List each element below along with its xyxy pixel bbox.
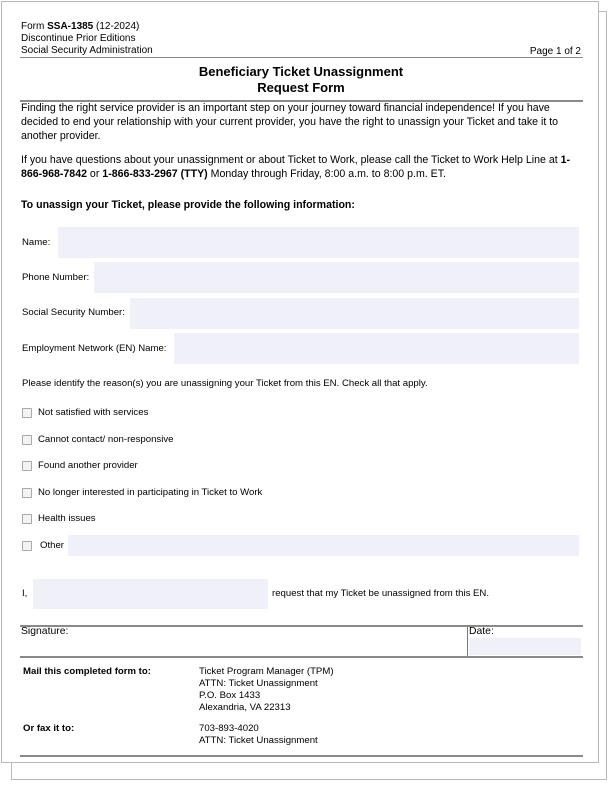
ssn-field[interactable] [130,298,579,329]
reason-found-provider[interactable]: Found another provider [22,460,138,471]
address-line: Ticket Program Manager (TPM) [199,666,334,677]
tty-phone: 1-866-833-2967 (TTY) [102,168,208,180]
checkbox-icon[interactable] [22,541,32,551]
address-line: P.O. Box 1433 [199,690,261,701]
signature-top-rule [20,625,583,627]
signature-field[interactable] [21,639,466,655]
date-field[interactable] [469,638,581,655]
checkbox-icon[interactable] [22,461,32,471]
fax-label: Or fax it to: [23,723,75,734]
header-divider [20,57,583,58]
request-suffix: request that my Ticket be unassigned from this EN. [272,588,490,599]
checkbox-icon[interactable] [22,408,32,418]
reason-other[interactable]: Other [22,540,64,551]
mail-to-label: Mail this completed form to: [23,666,151,677]
form-number-line: Form SSA-1385 (12-2024) [21,21,140,32]
page-subtitle: Request Form [257,80,345,95]
en-name-field[interactable] [174,333,579,364]
checkbox-icon[interactable] [22,488,32,498]
checkbox-icon[interactable] [22,435,32,445]
reason-not-satisfied[interactable]: Not satisfied with services [22,407,148,418]
footer-rule [20,755,583,757]
reasons-prompt: Please identify the reason(s) you are unassigning your Ticket from this EN. Check all that apply. [22,378,428,389]
page-indicator: Page 1 of 2 [529,46,581,57]
signature-date-divider [467,626,468,656]
fax-info [199,723,318,747]
fax-attn: ATTN: Ticket Unassignment [199,735,318,746]
request-prefix: I, [22,588,28,599]
en-name-label: Employment Network (EN) Name: [22,343,167,354]
reason-health-issues[interactable]: Health issues [22,513,96,524]
address-line: ATTN: Ticket Unassignment [199,678,318,689]
date-label: Date: [469,626,494,637]
help-line-phone: 1-866-968-7842 [21,154,571,180]
signature-label: Signature: [21,626,69,637]
ssn-label: Social Security Number: [22,307,125,318]
checkbox-icon[interactable] [22,514,32,524]
signature-bottom-rule [20,656,583,658]
other-reason-field[interactable] [68,535,579,556]
instructions-heading: To unassign your Ticket, please provide the following information: [21,199,355,211]
page-title: Beneficiary Ticket Unassignment [198,64,404,79]
address-line: Alexandria, VA 22313 [199,702,291,713]
phone-field[interactable] [94,262,579,293]
agency-name: Social Security Administration [21,45,153,56]
intro-paragraph: Finding the right service provider is an important step on your journey toward financial independence! If you have decided to end your relationship with your current provider, you have the right to unassign your Ticket and take it to another provider. [21,102,559,142]
form-number: SSA-1385 [47,21,94,32]
discontinue-notice: Discontinue Prior Editions [21,33,136,44]
help-line-paragraph: If you have questions about your unassignment or about Ticket to Work, please call the Ticket to Work Help Line at 1-866-968-7842 or 1-866-833-2967 (TTY) Monday through Friday, 8:00 a.m. to 8:00 p.m. ET. [21,154,571,180]
requester-name-field[interactable] [33,579,268,609]
fax-number: 703-893-4020 [199,723,259,734]
form-edition: (12-2024) [93,21,140,32]
phone-label: Phone Number: [22,272,90,283]
mailing-address [199,666,334,714]
name-field[interactable] [58,227,579,258]
reason-no-longer-interested[interactable]: No longer interested in participating in Ticket to Work [22,487,262,498]
reason-cannot-contact[interactable]: Cannot contact/ non-responsive [22,434,173,445]
name-label: Name: [22,237,51,248]
form-page-1 [1,1,599,763]
